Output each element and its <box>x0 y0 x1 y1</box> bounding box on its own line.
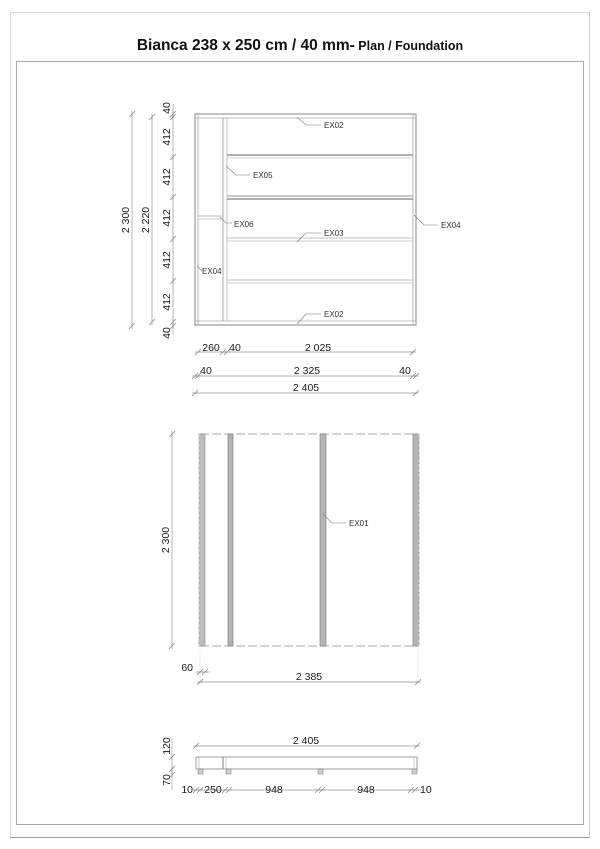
dim-2300: 2 300 <box>120 206 132 234</box>
dim-2220: 2 220 <box>140 206 152 234</box>
dim-120: 120 <box>161 737 173 755</box>
foundation-view <box>160 431 421 685</box>
label-ex06: EX06 <box>234 220 254 229</box>
label-ex04-left: EX04 <box>202 267 222 276</box>
dim-2385: 2 385 <box>295 671 323 683</box>
dim-seg-3: 412 <box>161 168 173 186</box>
dim-948-b: 948 <box>357 784 375 796</box>
label-ex04-right: EX04 <box>441 221 461 230</box>
label-ex03: EX03 <box>324 229 344 238</box>
elevation-view <box>161 735 432 796</box>
plan-left-dimensions <box>120 102 176 339</box>
dim-40-c: 40 <box>399 365 411 377</box>
dim-40-a: 40 <box>229 342 241 354</box>
title-sub: Plan / Foundation <box>354 39 464 53</box>
dim-10-left: 10 <box>181 784 193 796</box>
dim-70: 70 <box>161 774 173 786</box>
dim-seg-7: 40 <box>161 327 173 339</box>
dim-seg-1: 40 <box>161 102 173 114</box>
plan-bottom-dimensions <box>192 342 419 396</box>
plan-labels <box>197 117 461 324</box>
dim-948-a: 948 <box>265 784 283 796</box>
dim-seg-6: 412 <box>161 293 173 311</box>
plan-joists <box>198 155 413 283</box>
dim-2405: 2 405 <box>292 382 320 394</box>
dim-260: 260 <box>202 342 220 354</box>
dim-2025: 2 025 <box>304 342 332 354</box>
plan-view <box>120 102 461 396</box>
label-ex01: EX01 <box>349 519 369 528</box>
dim-seg-4: 412 <box>161 209 173 227</box>
dim-40-b: 40 <box>200 365 212 377</box>
foundation-beams <box>199 434 419 646</box>
dim-elev-2405: 2 405 <box>292 735 320 747</box>
label-ex02-bottom: EX02 <box>324 310 344 319</box>
dim-250: 250 <box>204 784 222 796</box>
label-ex02-top: EX02 <box>324 121 344 130</box>
dim-foundation-2300: 2 300 <box>160 526 172 554</box>
dim-2325: 2 325 <box>293 365 321 377</box>
dim-10-right: 10 <box>420 784 432 796</box>
elevation-beam-feet <box>198 769 417 774</box>
dim-seg-5: 412 <box>161 251 173 269</box>
title-main: Bianca 238 x 250 cm / 40 mm- <box>136 37 355 54</box>
dim-seg-2: 412 <box>161 128 173 146</box>
label-ex05: EX05 <box>253 171 273 180</box>
dim-60: 60 <box>181 662 193 674</box>
